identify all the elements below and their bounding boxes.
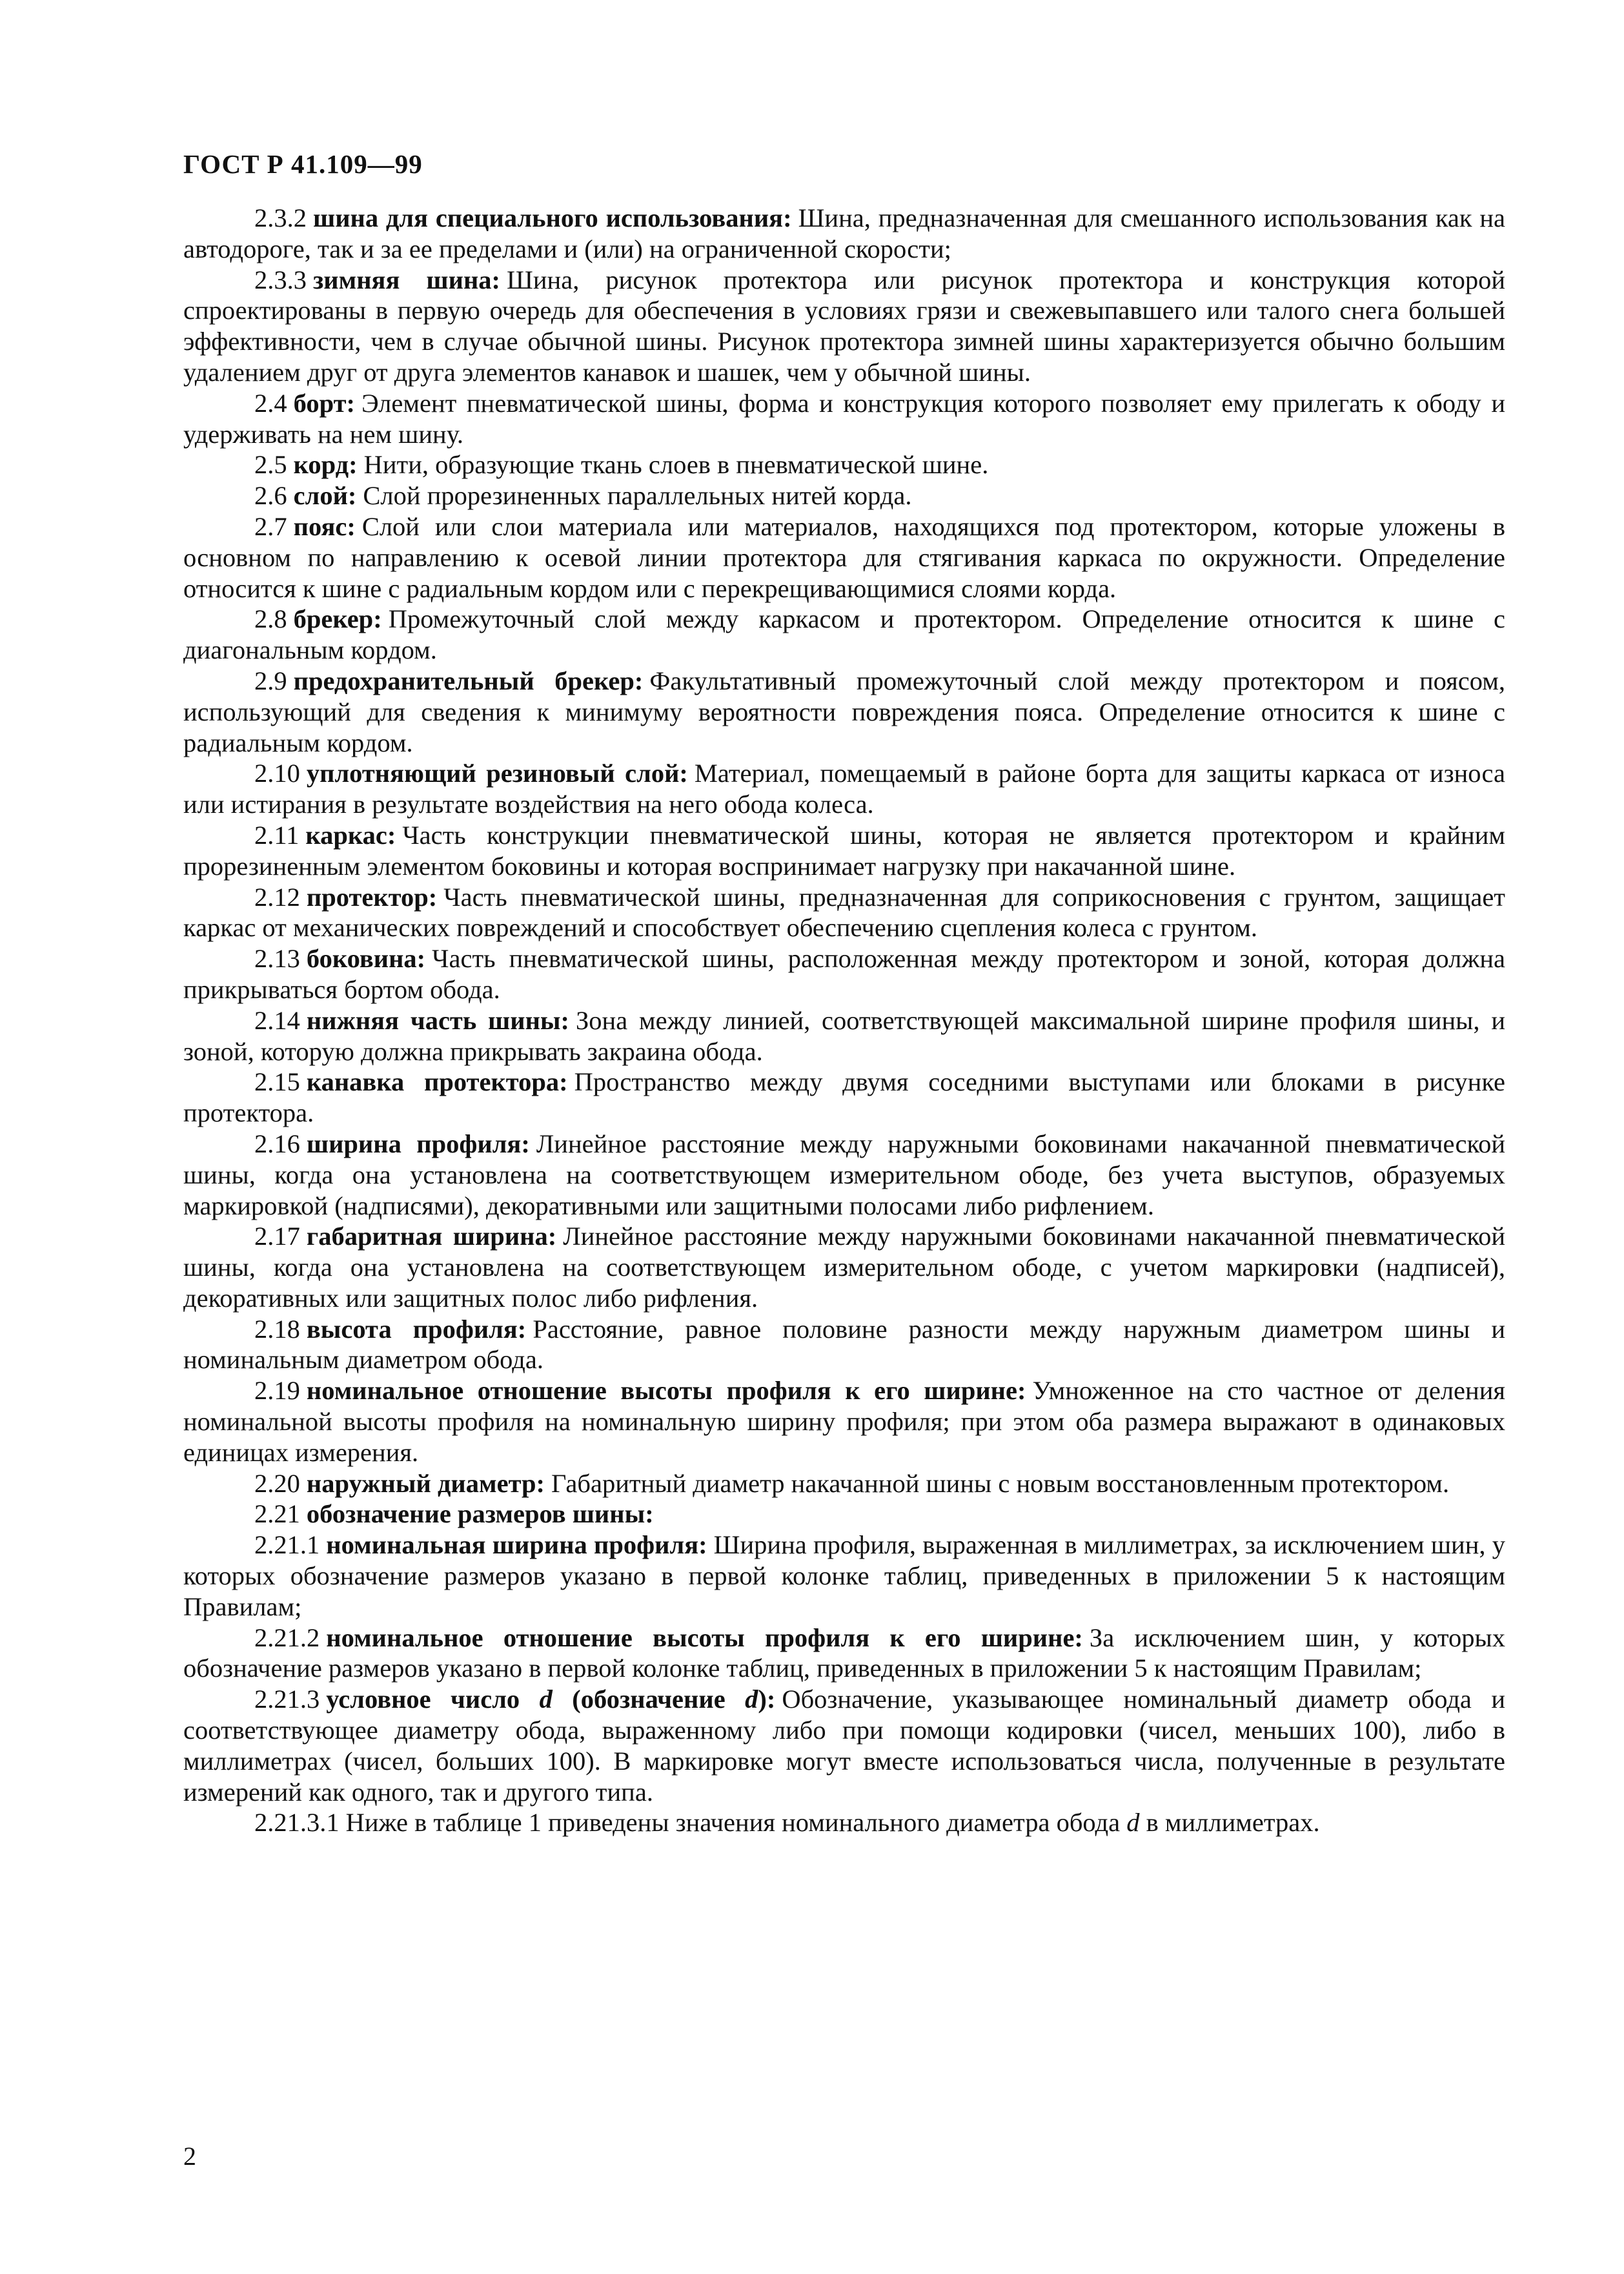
clause-text: Элемент пневматической шины, форма и конструкция которого позволяет ему прилегать к ободу и удерживать на нем шину. (183, 388, 1505, 449)
clause-text: Часть конструкции пневматической шины, которая не является протектором и крайним прорезиненным элементом боковины и которая воспринимает нагрузку при накачанной шине. (183, 820, 1505, 881)
clause-term: шина для специального использования: (313, 203, 792, 232)
clause-2-18 (183, 1314, 1505, 1376)
clause-2-5 (183, 449, 1505, 480)
clause-term: уплотняющий резиновый слой: (306, 759, 688, 788)
clause-number: 2.6 (254, 481, 287, 511)
clause-text: Ширина профиля, выраженная в миллиметрах, за исключением шин, у которых обозначение размеров указано в первой колонке таблиц, приведенных в приложении 5 к настоящим Правилам; (183, 1530, 1505, 1621)
document-page (183, 149, 1505, 1838)
clause-term: номинальная ширина профиля: (326, 1530, 707, 1560)
clause-2-21-1 (183, 1530, 1505, 1622)
clause-term: номинальное отношение высоты профиля к его ширине: (306, 1376, 1026, 1406)
clause-text: Ниже в таблице 1 приведены значения номинального диаметра обода (345, 1808, 1121, 1838)
clause-number: 2.14 (254, 1005, 300, 1035)
clause-number: 2.3.2 (254, 203, 307, 232)
text-variable: d (1126, 1808, 1140, 1838)
clause-text: Габаритный диаметр накачанной шины с новым восстановленным протектором. (551, 1468, 1450, 1498)
clause-term: боковина: (306, 944, 426, 974)
clause-2-6 (183, 480, 1505, 511)
clause-term: борт: (293, 388, 355, 418)
clause-number: 2.4 (254, 388, 287, 418)
clause-term: пояс: (293, 511, 356, 541)
clause-term: корд: (293, 450, 358, 480)
clause-text: Линейное расстояние между наружными боковинами накачанной пневматической шины, когда она установлена на соответствующем измерительном ободе, без учета выступов, образуемых маркировкой (надписями), декоративными или защитными полосами либо рифлением. (183, 1129, 1506, 1220)
clause-2-20 (183, 1468, 1505, 1499)
clause-term: наружный диаметр: (306, 1468, 545, 1498)
term-variable: d (745, 1685, 758, 1714)
page-number: 2 (183, 2142, 196, 2171)
term-part: условное число (326, 1685, 520, 1714)
clause-number: 2.5 (254, 450, 287, 480)
clause-number: 2.20 (254, 1468, 300, 1498)
clause-2-12 (183, 882, 1505, 944)
clause-number: 2.10 (254, 759, 300, 788)
term-variable: d (539, 1685, 553, 1714)
clause-text: Материал, помещаемый в районе борта для защиты каркаса от износа или истирания в результате воздействия на него обода колеса. (183, 759, 1505, 819)
clause-text: Пространство между двумя соседними выступами или блоками в рисунке протектора. (183, 1067, 1505, 1128)
clause-text: Часть пневматической шины, расположенная между протектором и зоной, которая должна прикрываться бортом обода. (183, 944, 1505, 1004)
clause-2-21-3-1 (183, 1807, 1505, 1838)
clause-2-21-3 (183, 1684, 1505, 1807)
clause-term: высота профиля: (306, 1314, 527, 1344)
clause-2-17 (183, 1221, 1505, 1313)
clause-term (326, 1685, 775, 1714)
document-header: ГОСТ Р 41.109—99 (183, 149, 423, 179)
clause-number: 2.11 (254, 820, 299, 850)
clause-text: Обозначение, указывающее номинальный диаметр обода и соответствующее диаметру обода, выраженному либо при помощи кодировки (чисел, меньших 100), либо в миллиметрах (чисел, больших 100). В маркировке могут вместе использоваться числа, полученные в результате измерений как одного, так и другого типа. (183, 1685, 1505, 1807)
clause-term: канавка протектора: (306, 1067, 568, 1097)
clause-number: 2.17 (254, 1222, 300, 1251)
clause-number: 2.21.3.1 (254, 1808, 340, 1838)
clause-term: номинальное отношение высоты профиля к его ширине: (326, 1623, 1083, 1652)
clause-number: 2.21.2 (254, 1623, 320, 1652)
clause-2-11 (183, 820, 1505, 882)
clause-2-19 (183, 1375, 1505, 1468)
clause-text: в миллиметрах. (1146, 1808, 1320, 1838)
clause-number: 2.21.1 (254, 1530, 320, 1560)
clause-2-14 (183, 1005, 1505, 1067)
clause-term: нижняя часть шины: (306, 1005, 570, 1035)
clause-text: За исключением шин, у которых обозначение размеров указано в первой колонке таблиц, приведенных в приложении 5 к настоящим Правилам; (183, 1623, 1506, 1683)
clause-number: 2.12 (254, 882, 300, 912)
clause-number: 2.16 (254, 1129, 300, 1158)
clause-number: 2.21 (254, 1499, 300, 1529)
clause-text: Слой или слои материала или материалов, находящихся под протектором, которые уложены в основном по направлению к осевой линии протектора для стягивания каркаса по окружности. Определение относится к шине с радиальным кордом или с перекрещивающимися слоями корда. (183, 511, 1505, 603)
clause-2-10 (183, 758, 1505, 820)
clause-2-8 (183, 604, 1505, 666)
clause-number: 2.7 (254, 511, 287, 541)
clause-text: Шина, предназначенная для смешанного использования как на автодороге, так и за ее пределами и (или) на ограниченной скорости; (183, 203, 1505, 263)
clause-2-7 (183, 511, 1505, 604)
clause-number: 2.15 (254, 1067, 300, 1097)
clause-term: обозначение размеров шины: (306, 1499, 654, 1529)
clause-text: Зона между линией, соответствующей максимальной ширине профиля шины, и зоной, которую должна прикрывать закраина обода. (183, 1005, 1505, 1066)
clause-2-3-3 (183, 265, 1505, 388)
clause-term: слой: (293, 481, 357, 511)
clause-2-3-2 (183, 203, 1505, 265)
clause-number: 2.19 (254, 1376, 300, 1406)
term-part: (обозначение (572, 1685, 726, 1714)
clause-number: 2.8 (254, 604, 287, 634)
clause-2-16 (183, 1129, 1505, 1221)
clause-term: зимняя шина: (313, 265, 501, 294)
clause-text: Расстояние, равное половине разности между наружным диаметром шины и номинальным диаметром обода. (183, 1314, 1505, 1375)
clause-2-21 (183, 1499, 1505, 1530)
document-body (183, 203, 1505, 1838)
clause-2-13 (183, 943, 1505, 1005)
clause-text: Умноженное на сто частное от деления номинальной высоты профиля на номинальную ширину профиля; при этом оба размера выражают в одинаковых единицах измерения. (183, 1376, 1505, 1467)
clause-number: 2.9 (254, 666, 287, 695)
clause-term: брекер: (293, 604, 382, 634)
clause-2-4 (183, 388, 1505, 450)
clause-2-9 (183, 666, 1505, 758)
clause-term: протектор: (306, 882, 438, 912)
clause-number: 2.3.3 (254, 265, 307, 294)
clause-term: ширина профиля: (306, 1129, 530, 1158)
clause-number: 2.13 (254, 944, 300, 974)
clause-number: 2.18 (254, 1314, 300, 1344)
clause-text: Слой прорезиненных параллельных нитей корда. (363, 481, 912, 511)
clause-2-15 (183, 1067, 1505, 1129)
clause-text: Линейное расстояние между наружными боковинами накачанной пневматической шины, когда она установлена на соответствующем измерительном ободе, с учетом маркировки (надписей), декоративных или защитных полос либо рифления. (183, 1222, 1505, 1313)
clause-2-21-2 (183, 1623, 1505, 1685)
clause-term: предохранительный брекер: (293, 666, 644, 695)
clause-text: Промежуточный слой между каркасом и протектором. Определение относится к шине с диагональным кордом. (183, 604, 1505, 665)
clause-term: каркас: (305, 820, 396, 850)
term-part: ): (758, 1685, 776, 1714)
clause-term: габаритная ширина: (306, 1222, 557, 1251)
clause-text: Шина, рисунок протектора или рисунок протектора и конструкция которой спроектированы в первую очередь для обеспечения в условиях грязи и свежевыпавшего или талого снега большей эффективности, чем в случае обычной шины. Рисунок протектора зимней шины характеризуется обычно большим удалением друг от друга элементов канавок и шашек, чем у обычной шины. (183, 265, 1506, 387)
clause-text: Факультативный промежуточный слой между протектором и поясом, использующий для сведения к минимуму вероятности повреждения пояса. Определение относится к шине с радиальным кордом. (183, 666, 1506, 757)
clause-text: Часть пневматической шины, предназначенная для соприкосновения с грунтом, защищает каркас от механических повреждений и способствует обеспечению сцепления колеса с грунтом. (183, 882, 1505, 943)
clause-number: 2.21.3 (254, 1685, 320, 1714)
clause-text: Нити, образующие ткань слоев в пневматической шине. (363, 450, 989, 480)
